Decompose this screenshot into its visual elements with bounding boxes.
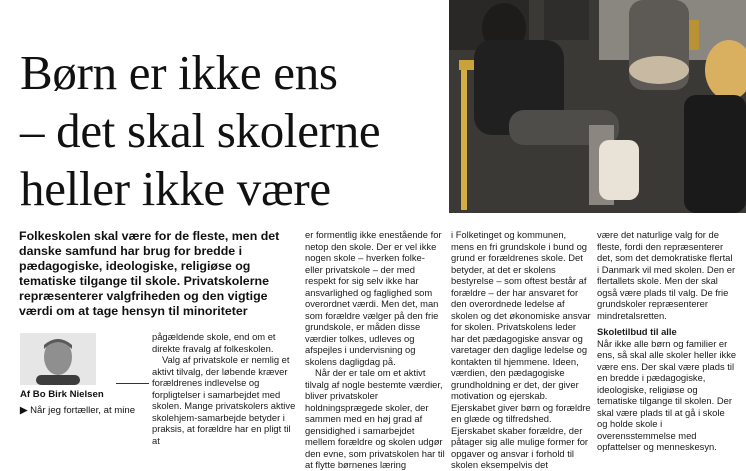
paragraph: Når der er tale om et aktivt tilvalg af nogle bestemte værdier, bliver privatskoler holdningsprægede skoler, der sammen med en høj grad af gensidighed i samarbejdet mellem forældre og skolen udgør den evne, som privatskolen har til at flytte børnenes læring [305, 367, 445, 470]
paragraph: i Folketinget og kommunen, mens en fri grundskole i bund og grund er forældrenes skole. Det betyder, at det er skolens bestyrelse – som oftest består af forældre – der har ansvaret for den overordnede ledelse af skolen og det økonomiske ansvar for skolen. Privatskolens leder har det pædagogiske ansvar og varetager den daglige ledelse og kontakten til hjemmene. Ideen, værdien, den pædagogiske grundholdning er det, der giver motivation og ejerskab. Ejerskabet giver børn og forældre en glæde og tilfredshed. Ejerskabet skaber forældre, der påtager sig alle mulige former for opgaver og ansvar i forhold til skolen eksempelvis det [451, 229, 591, 470]
section-subheading: Skoletilbud til alle [597, 326, 677, 337]
article-headline [20, 44, 440, 218]
author-portrait-illustration [20, 333, 96, 385]
paragraph: Valg af privatskole er nemlig et aktivt tilvalg, der løbende kræver forældrenes indlevelse og forpligtelser i samarbejdet med skolen. Mange privatskolers aktive skolehjem-samarbejde betyder i praksis, at forældre har en pligt til at [152, 354, 296, 446]
classroom-photo-illustration [449, 0, 746, 213]
article-photo [449, 0, 746, 213]
byline-divider [116, 383, 149, 384]
author-photo [20, 333, 96, 385]
body-column-1 [152, 331, 296, 446]
byline: Af Bo Birk Nielsen [20, 389, 104, 400]
intro-text: Når jeg fortæller, at mine [30, 405, 136, 416]
paragraph: pågældende skole, end om et direkte fravalg af folkeskolen. [152, 331, 276, 354]
triangle-bullet-icon: ▶ [20, 405, 28, 416]
body-column-4 [597, 229, 737, 452]
headline-line-1: Børn er ikke ens [20, 45, 338, 100]
article-intro [20, 405, 150, 419]
body-column-2 [305, 229, 445, 470]
body-column-3 [451, 229, 591, 470]
paragraph: er formentlig ikke enestående for netop den skole. Der er vel ikke nogen skole – hverken folke- eller privatskole – der med respekt for sig selv ikke har ansvarlighed og faglighed som overordnet værdi. Men det, man som forældre vælger på den frie grundskole, er måden disse værdier tolkes, udleves og afspejles i undervisning og skolens dagligdag på. [305, 229, 442, 367]
headline-line-2: – det skal skolerne [20, 103, 381, 158]
article-lead: Folkeskolen skal være for de fleste, men det danske samfund har brug for bredde i pædagogiske, ideologiske, religiøse og tematiske tilgange til skole. Privatskolerne repræsenterer valgfriheden og den vigtige værdi om at tage hensyn til minoriteter [19, 229, 280, 318]
paragraph: Når ikke alle børn og familier er ens, så skal alle skoler heller ikke være ens. Der skal være plads til en bredde i pædagogiske, ideologiske, religiøse og tematiske tilgange til skolen. Der skal være plads til at gå i skole og holde skole i overensstemmelse med opfattelser og menneskesyn. [597, 337, 737, 452]
paragraph: være det naturlige valg for de fleste, fordi den repræsenterer det, som det demokratiske flertal i Danmark vil med skolen. Den er flertallets skole. Men der skal også være plads til valg. De frie grundskoler repræsenterer mindretalsretten. [597, 229, 736, 321]
headline-line-3: heller ikke være [20, 161, 331, 216]
